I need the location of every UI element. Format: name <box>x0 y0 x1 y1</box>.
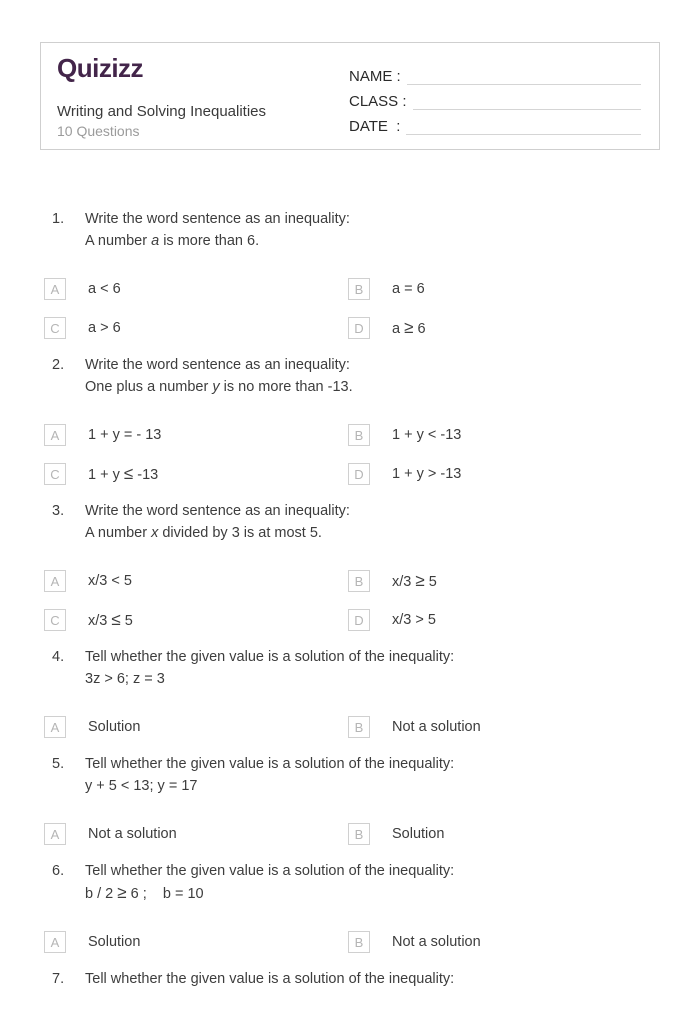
option-letter-box: D <box>348 317 370 339</box>
option-text: Not a solution <box>392 934 481 950</box>
question-head <box>40 500 660 544</box>
option-letter-box: A <box>44 570 66 592</box>
answer-option <box>44 931 348 953</box>
answer-option <box>348 278 660 300</box>
option-text: a < 6 <box>88 281 121 297</box>
answer-option <box>348 463 660 485</box>
relation-symbol: ≤ <box>123 464 134 483</box>
question-block <box>40 968 660 990</box>
date-field-line <box>406 116 641 135</box>
worksheet-title: Writing and Solving Inequalities <box>57 103 267 120</box>
question-block <box>40 753 660 845</box>
answer-option <box>348 317 660 339</box>
class-field <box>349 86 641 110</box>
question-number: 3. <box>52 503 65 519</box>
answer-option <box>44 278 348 300</box>
option-text: x/3 > 5 <box>392 612 436 628</box>
question-count: 10 Questions <box>57 123 140 139</box>
option-letter-box: A <box>44 424 66 446</box>
question-number: 7. <box>52 971 65 987</box>
question-head <box>40 968 660 990</box>
question-text <box>85 646 660 690</box>
question-line-1: Tell whether the given value is a solution of the inequality: <box>85 649 455 665</box>
question-number: 6. <box>52 863 65 879</box>
question-line-1: Tell whether the given value is a solution of the inequality: <box>85 863 455 879</box>
option-text: 1 + y < -13 <box>392 427 462 443</box>
name-field-line <box>407 66 641 85</box>
question-line-2: y + 5 < 13; y = 17 <box>85 778 198 794</box>
option-letter-box: B <box>348 931 370 953</box>
name-field-label: NAME : <box>349 68 401 85</box>
question-number: 1. <box>52 211 65 227</box>
option-letter-box: A <box>44 931 66 953</box>
option-text: Not a solution <box>88 826 177 842</box>
options-grid <box>44 823 660 845</box>
title-block <box>57 103 349 139</box>
question-text <box>85 860 660 905</box>
question-block <box>40 208 660 339</box>
answer-option <box>44 463 348 485</box>
variable-italic: a <box>151 233 160 249</box>
question-head <box>40 354 660 398</box>
class-field-label: CLASS : <box>349 93 407 110</box>
questions <box>40 208 660 990</box>
answer-option <box>44 716 348 738</box>
option-text: Not a solution <box>392 719 481 735</box>
question-block <box>40 860 660 953</box>
question-text <box>85 500 660 544</box>
option-text: x/3 ≤ 5 <box>88 610 133 629</box>
question-line-1: Tell whether the given value is a solution of the inequality: <box>85 756 455 772</box>
options-grid <box>44 424 660 485</box>
answer-option <box>44 317 348 339</box>
option-letter-box: D <box>348 609 370 631</box>
question-line-2: A number x divided by 3 is at most 5. <box>85 525 322 541</box>
options-grid <box>44 278 660 339</box>
answer-option <box>44 609 348 631</box>
date-field-label: DATE : <box>349 118 401 135</box>
question-head <box>40 646 660 690</box>
question-line-2: A number a is more than 6. <box>85 233 260 249</box>
option-letter-box: C <box>44 463 66 485</box>
class-field-line <box>413 91 641 110</box>
option-letter-box: B <box>348 570 370 592</box>
option-letter-box: B <box>348 424 370 446</box>
question-line-1: Tell whether the given value is a solution of the inequality: <box>85 971 455 987</box>
question-block <box>40 646 660 738</box>
option-text: x/3 < 5 <box>88 573 132 589</box>
option-letter-box: C <box>44 317 66 339</box>
question-line-2: b / 2 ≥ 6 ; b = 10 <box>85 883 204 902</box>
option-text: a > 6 <box>88 320 121 336</box>
option-text: 1 + y ≤ -13 <box>88 464 159 483</box>
option-text: 1 + y = - 13 <box>88 427 162 443</box>
question-number: 5. <box>52 756 65 772</box>
answer-option <box>44 823 348 845</box>
option-text: x/3 ≥ 5 <box>392 571 437 590</box>
question-line-2: 3z > 6; z = 3 <box>85 671 165 687</box>
option-letter-box: B <box>348 278 370 300</box>
header-left <box>57 55 349 139</box>
option-text: Solution <box>392 826 445 842</box>
question-text <box>85 753 660 797</box>
question-head <box>40 753 660 797</box>
option-letter-box: A <box>44 278 66 300</box>
relation-symbol: ≥ <box>415 571 425 590</box>
header-fields <box>349 55 641 139</box>
question-line-1: Write the word sentence as an inequality: <box>85 503 350 519</box>
variable-italic: x <box>151 525 159 541</box>
question-head <box>40 208 660 252</box>
options-grid <box>44 931 660 953</box>
option-text: Solution <box>88 719 141 735</box>
relation-symbol: ≥ <box>117 883 127 902</box>
question-head <box>40 860 660 905</box>
option-text: a ≥ 6 <box>392 318 426 337</box>
question-line-1: Write the word sentence as an inequality: <box>85 357 350 373</box>
options-grid <box>44 570 660 631</box>
option-text: 1 + y > -13 <box>392 466 462 482</box>
answer-option <box>348 716 660 738</box>
date-field <box>349 111 641 135</box>
answer-option <box>348 823 660 845</box>
option-letter-box: A <box>44 823 66 845</box>
option-text: a = 6 <box>392 281 425 297</box>
answer-option <box>348 609 660 631</box>
options-grid <box>44 716 660 738</box>
option-letter-box: B <box>348 716 370 738</box>
relation-symbol: ≥ <box>404 318 414 337</box>
question-block <box>40 500 660 631</box>
answer-option <box>44 424 348 446</box>
option-letter-box: A <box>44 716 66 738</box>
question-number: 4. <box>52 649 65 665</box>
relation-symbol: ≤ <box>111 610 121 629</box>
answer-option <box>348 424 660 446</box>
question-line-1: Write the word sentence as an inequality: <box>85 211 350 227</box>
answer-option <box>44 570 348 592</box>
answer-option <box>348 570 660 592</box>
quizizz-logo: Quizizz <box>57 53 144 83</box>
option-text: Solution <box>88 934 141 950</box>
option-letter-box: C <box>44 609 66 631</box>
option-letter-box: D <box>348 463 370 485</box>
worksheet-header <box>40 42 660 150</box>
name-field <box>349 61 641 85</box>
question-text <box>85 208 660 252</box>
question-number: 2. <box>52 357 65 373</box>
option-letter-box: B <box>348 823 370 845</box>
question-line-2: One plus a number y is no more than -13. <box>85 379 353 395</box>
variable-italic: y <box>212 379 220 395</box>
question-text <box>85 354 660 398</box>
answer-option <box>348 931 660 953</box>
question-text <box>85 968 660 990</box>
question-block <box>40 354 660 485</box>
